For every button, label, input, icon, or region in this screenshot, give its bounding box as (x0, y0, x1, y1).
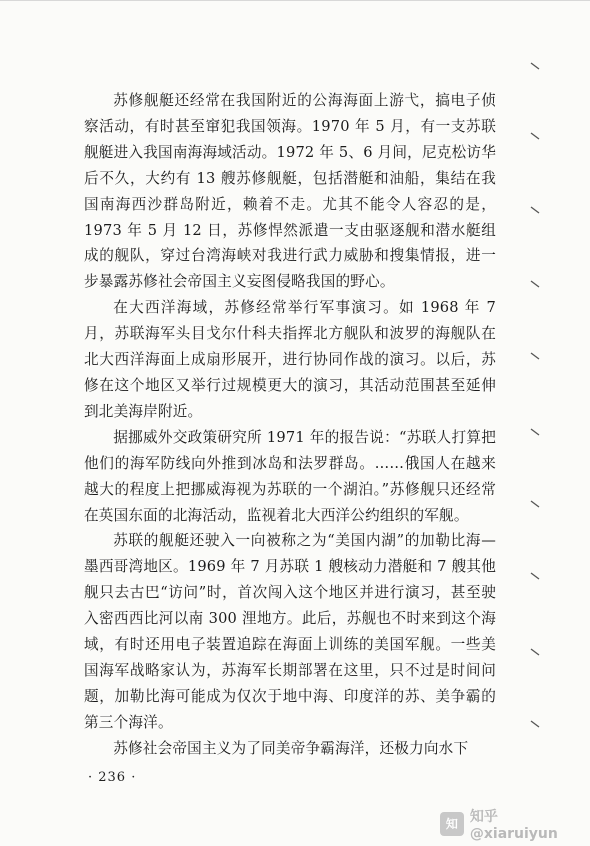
zhihu-logo-icon: 知 (440, 812, 464, 836)
page-number: · 236 · (88, 770, 137, 785)
paragraph-atlantic-exercises: 在大西洋海域，苏修经常举行军事演习。如 1968 年 7 月，苏联海军头目戈尔什科夫指挥北方舰队和波罗的海舰队在北大西洋海面上成扇形展开，进行协同作战的演习。以后，苏修在这个地区又举行过规模更大的演习，其活动范围甚至延伸到北美海岸附近。 (84, 299, 496, 420)
paragraph-soviet-ships-south-china-sea: 苏修舰艇还经常在我国附近的公海海面上游弋，搞电子侦察活动，有时甚至窜犯我国领海。1970 年 5 月，有一支苏联舰艇进入我国南海海域活动。1972 年 5、6 月间，尼克松访华后不久，大约有 13 艘苏修舰艇，包括潜艇和油船，集结在我国南海西沙群岛附近，赖着不走。尤其不能令人容忍的是，1973 年 5 月 12 日，苏修悍然派遣一支由驱逐舰和潜水艇组成的舰队，穿过台湾海峡对我进行武力威胁和搜集情报，进一步暴露苏修社会帝国主义妄图侵略我国的野心。 (84, 92, 496, 291)
paragraph-underwater-continued: 苏修社会帝国主义为了同美帝争霸海洋，还极力向水下 (113, 739, 469, 757)
scan-mark (530, 352, 540, 360)
page-top-border (0, 0, 590, 1)
scan-mark (530, 280, 540, 288)
paragraph-caribbean: 苏联的舰艇还驶入一向被称之为“美国内湖”的加勒比海—墨西哥湾地区。1969 年 7 月苏联 1 艘核动力潜艇和 7 艘其他舰只去古巴“访问”时，首次闯入这个地区并进行演习，甚至驶入密西西比河以南 300 浬地方。此后，苏舰也不时来到这个海域，有时还用电子装置追踪在海面上训练的美国军舰。一些美国海军战略家认为，苏海军长期部署在这里，只不过是时间问题，加勒比海可能成为仅次于地中海、印度洋的苏、美争霸的第三个海洋。 (84, 532, 496, 731)
zhihu-watermark (440, 806, 590, 842)
page-body-text (84, 88, 496, 762)
paragraph-norway-report: 据挪威外交政策研究所 1971 年的报告说：“苏联人打算把他们的海军防线向外推到冰岛和法罗群岛。……俄国人在越来越大的程度上把挪威海视为苏联的一个湖泊。”苏修舰只还经常在英国东面的北海活动，监视着北大西洋公约组织的军舰。 (84, 428, 496, 524)
watermark-text: 知乎 @xiaruiyun (469, 809, 558, 842)
scan-mark (530, 428, 540, 436)
scan-mark (530, 720, 540, 728)
scan-mark (530, 132, 540, 140)
scan-mark (530, 648, 540, 656)
scan-mark (530, 206, 540, 214)
scan-mark (530, 62, 540, 70)
scan-mark (530, 500, 540, 508)
scan-mark (530, 572, 540, 580)
